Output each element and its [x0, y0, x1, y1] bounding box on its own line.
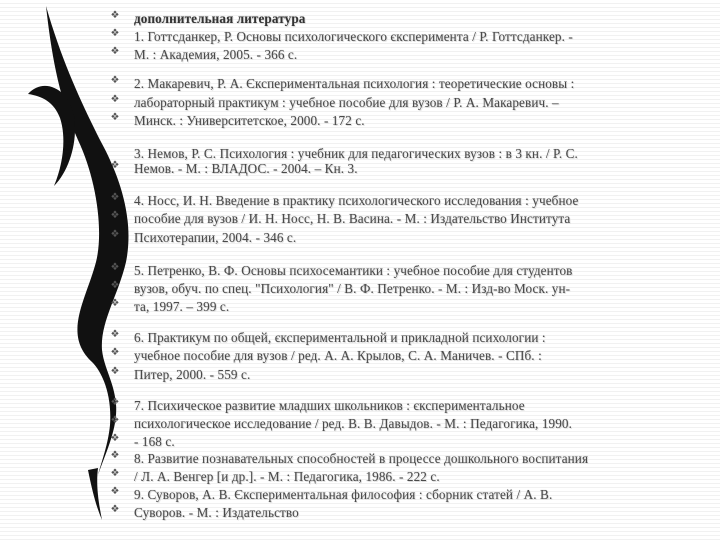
diamond-bullet-icon: ❖: [110, 46, 120, 57]
bibliography-line-text: Немов. - М. : ВЛАДОС. - 2004. – Кн. 3.: [134, 161, 358, 176]
diamond-bullet-icon: ❖: [110, 468, 120, 479]
diamond-bullet-icon: ❖: [110, 366, 120, 377]
diamond-bullet-icon: ❖: [110, 94, 120, 105]
bibliography-line-text: 5. Петренко, В. Ф. Основы психосемантики : учебное пособие для студентов: [134, 263, 573, 278]
diamond-bullet-icon: ❖: [110, 397, 120, 408]
bibliography-line-text: 3. Немов, Р. С. Психология : учебник для педагогических вузов : в 3 кн. / Р. С.: [134, 146, 578, 161]
bibliography-line-text: Суворов. - М. : Издательство: [134, 505, 299, 520]
bibliography-line-text: та, 1997. – 399 с.: [134, 299, 230, 314]
bibliography-line-text: 2. Макаревич, Р. А. Єкспериментальная психология : теоретические основы :: [134, 76, 575, 91]
diamond-bullet-icon: ❖: [110, 75, 120, 86]
diamond-bullet-icon: ❖: [110, 210, 120, 221]
bibliography-line: [108, 229, 297, 247]
bibliography-line-text: психологическое исследование / ред. В. В. Давыдов. - М. : Педагогика, 1990.: [134, 416, 573, 431]
bibliography-line-text: дополнительная литература: [134, 11, 306, 26]
bibliography-line-text: Психотерапии, 2004. - 346 с.: [134, 230, 297, 245]
diamond-bullet-icon: ❖: [110, 329, 120, 340]
diamond-bullet-icon: ❖: [110, 112, 120, 123]
diamond-bullet-icon: ❖: [110, 28, 120, 39]
diamond-bullet-icon: ❖: [110, 504, 120, 515]
bibliography-line-text: пособие для вузов / И. Н. Носс, Н. В. Васина. - М. : Издательство Института: [134, 211, 571, 226]
diamond-bullet-icon: ❖: [110, 298, 120, 309]
bibliography-line-text: М. : Академия, 2005. - 366 с.: [134, 47, 298, 62]
bibliography-line-text: 6. Практикум по общей, єкспериментальной и прикладной психологии :: [134, 330, 546, 345]
bibliography-line: [108, 160, 358, 178]
diamond-bullet-icon: ❖: [110, 450, 120, 461]
bibliography-line-text: Питер, 2000. - 559 с.: [134, 367, 251, 382]
bibliography-line: [108, 366, 251, 384]
bibliography-line-text: учебное пособие для вузов / ред. А. А. Крылов, С. А. Маничев. - СПб. :: [134, 348, 542, 363]
diamond-bullet-icon: ❖: [110, 347, 120, 358]
bibliography-line-text: 1. Готтсданкер, Р. Основы психологического єксперимента / Р. Готтсданкер. -: [134, 29, 573, 44]
bibliography-line-text: 4. Носс, И. Н. Введение в практику психологического исследования : учебное: [134, 193, 579, 208]
diamond-bullet-icon: ❖: [110, 415, 120, 426]
bibliography-line: [108, 46, 298, 64]
diamond-bullet-icon: ❖: [110, 192, 120, 203]
diamond-bullet-icon: ❖: [110, 486, 120, 497]
bibliography-line-text: лабораторный практикум : учебное пособие для вузов / Р. А. Макаревич. –: [134, 95, 559, 110]
bibliography-line-text: 8. Развитие познавательных способностей в процессе дошкольного воспитания: [134, 451, 589, 466]
diamond-bullet-icon: ❖: [110, 280, 120, 291]
bibliography-line-text: Минск. : Университетское, 2000. - 172 с.: [134, 113, 365, 128]
diamond-bullet-icon: ❖: [110, 10, 120, 21]
bibliography-line-text: 7. Психическое развитие младших школьников : єкспериментальное: [134, 398, 525, 413]
bibliography-line: [108, 112, 365, 130]
diamond-bullet-icon: ❖: [110, 262, 120, 273]
diamond-bullet-icon: ❖: [110, 229, 120, 240]
diamond-bullet-icon: ❖: [110, 160, 120, 171]
bibliography-line: [108, 298, 230, 316]
bibliography-line-text: 9. Суворов, А. В. Єкспериментальная философия : сборник статей / А. В.: [134, 487, 553, 502]
bibliography-line: [108, 504, 299, 522]
bibliography-line-text: - 168 с.: [134, 434, 175, 449]
diamond-bullet-icon: ❖: [110, 433, 120, 444]
bibliography-line-text: / Л. А. Венгер [и др.]. - М. : Педагогика, 1986. - 222 с.: [134, 469, 440, 484]
bibliography-line-text: вузов, обуч. по спец. "Психология" / В. Ф. Петренко. - М. : Изд-во Моск. ун-: [134, 281, 571, 296]
